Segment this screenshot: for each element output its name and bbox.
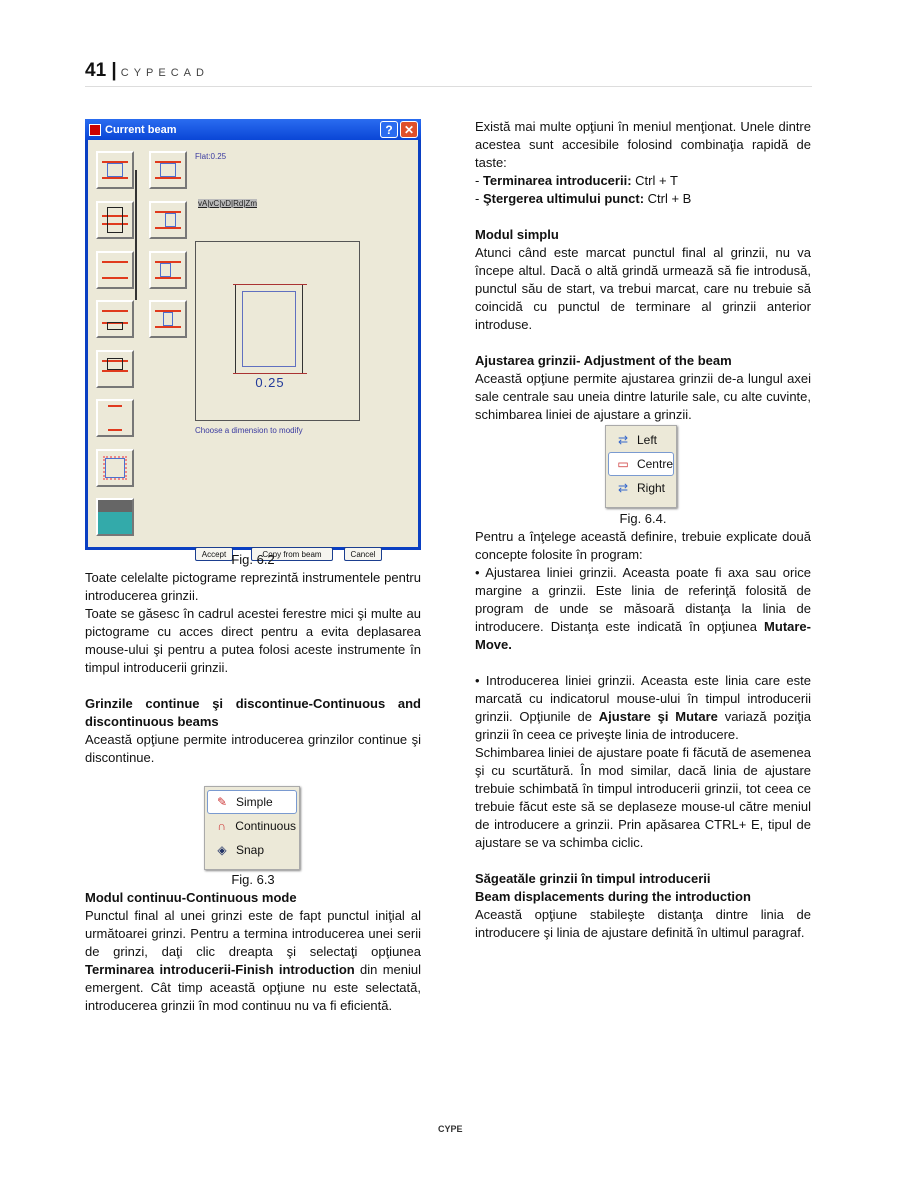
figure-caption: Fig. 6.3: [231, 872, 275, 887]
section-heading: Modul continuu-Continuous mode: [85, 890, 297, 905]
menu-item-snap[interactable]: [207, 838, 297, 862]
beam-type-steel-button[interactable]: [96, 498, 134, 536]
menu-label: Continuous: [235, 819, 296, 833]
beam-variant-4-button[interactable]: [149, 300, 187, 338]
paragraph: Această opţiune stabileşte distanţa dintre linia de introducere şi linia de ajustare definită în ultimul paragraf.: [475, 907, 811, 940]
shortcut-item: - Ştergerea ultimului punct: Ctrl + B: [475, 191, 692, 206]
right-column-lower: [475, 510, 811, 942]
dialog-titlebar: [85, 119, 421, 140]
menu-label: Left: [637, 433, 658, 447]
page-header: [85, 60, 209, 82]
figure-caption: Fig. 6.2: [231, 552, 275, 567]
section-heading: Grinzile continue şi discontinue-Continuous and discontinuous beams: [85, 696, 421, 729]
beam-variant-3-button[interactable]: [149, 251, 187, 289]
paragraph: Această opţiune permite introducerea grinzilor continue şi discontinue.: [85, 732, 421, 765]
paragraph: • Introducerea liniei grinzii. Aceasta este linia care este marcată cu indicatorul mouse-ului în timpul introducerii grinzii. Opţiunile de Ajustare şi Mutare variază poziţia grinzii în ceea ce priveşte linia de introducere.: [475, 673, 812, 742]
adjust-menu-image: [605, 425, 677, 508]
beam-variant-2-button[interactable]: [149, 201, 187, 239]
beam-type-lattice-button[interactable]: [96, 251, 134, 289]
paragraph: Toate se găsesc în cadrul acestei ferestre mici şi multe au pictograme cu acces direct pentru a evita deplasarea mouse-ului şi pentru a putea folosi aceste instrumente în timpul introducerii grinzii.: [85, 606, 421, 675]
menu-item-simple[interactable]: [207, 790, 297, 814]
paragraph: Schimbarea liniei de ajustare poate fi făcută de asemenea şi cu scurtătură. În mod similar, dacă linia de ajustare trebuie schimbată în timpul introducerii grinzii, tot ceea ce trebuie făcut este să se deplaseze mouse-ul către meniul de introducere a grinzii. Prin apăsarea CTRL+ E, tipul de ajustare se va schimba ciclic.: [475, 745, 811, 850]
dialog-title: Current beam: [105, 123, 177, 136]
left-column-lower: [85, 871, 421, 1015]
shortcut-item: - Terminarea introducerii: Ctrl + T: [475, 173, 678, 188]
beam-type-hanging-button[interactable]: [96, 201, 134, 239]
view-tabs[interactable]: vA|vC|vD|Rd|Zm: [198, 199, 257, 208]
beam-type-flat-button[interactable]: [96, 151, 134, 189]
section-heading: Ajustarea grinzii- Adjustment of the beam: [475, 353, 732, 368]
paragraph: Punctul final al unei grinzi este de fapt punctul iniţial al următoarei grinzi. Pentru a termina introducerea unei serii de grinzi, daţi clic dreapta şi selectaţi opţiunea Terminarea introducerii-Finish introduction din meniul emergent. Cât timp această opţiune nu este selectată, introducerea grinzii în mod continuu nu va fi eficientă.: [85, 908, 421, 1013]
beam-type-tie-button[interactable]: [96, 399, 134, 437]
menu-label: Snap: [236, 843, 265, 857]
align-right-icon: ⇄: [617, 481, 629, 495]
accept-button[interactable]: Accept: [195, 547, 233, 561]
align-centre-icon: ▭: [617, 457, 629, 471]
dimension-value[interactable]: 0.25: [255, 375, 285, 390]
menu-label: Simple: [236, 795, 273, 809]
close-button[interactable]: ✕: [400, 121, 418, 138]
page-number: 41: [85, 60, 107, 81]
paragraph: Atunci când este marcat punctul final al grinzii, nu va începe altul. Dacă o altă grindă urmează să fie introdusă, punctul său de start, va trebui marcat, care nu trebuie să coincidă cu punctul de terminare al grinzii anterior introduse.: [475, 245, 811, 332]
flat-label: Flat:0.25: [195, 152, 227, 161]
paragraph: Pentru a înţelege această definire, trebuie explicate două concepte folosite în program:: [475, 529, 811, 562]
paragraph: Toate celelalte pictograme reprezintă instrumentele pentru introducerea grinzii.: [85, 570, 421, 603]
menu-item-right[interactable]: [608, 476, 674, 500]
continuous-icon: ∩: [217, 819, 226, 833]
menu-label: Right: [637, 481, 666, 495]
app-icon: [89, 124, 101, 136]
help-button[interactable]: ?: [380, 121, 398, 138]
header-brand: CYPECAD: [120, 67, 209, 79]
header-rule: [85, 86, 812, 87]
menu-label: Centre: [636, 457, 673, 471]
figure-caption: Fig. 6.4.: [619, 511, 667, 526]
current-beam-dialog: [85, 119, 421, 559]
mode-menu-image: [204, 786, 300, 870]
paragraph: Această opţiune permite ajustarea grinzii de-a lungul axei sale centrale sau uneia dintre laturile sale, cu alte cuvinte, schimbarea liniei de ajustare a grinzii.: [475, 371, 811, 422]
pencil-icon: ✎: [216, 795, 228, 809]
paragraph: Există mai multe opţiuni în meniul menţionat. Unele dintre acestea sunt accesibile folosind combinaţia rapidă de taste:: [475, 119, 811, 170]
beam-type-edge-button[interactable]: [96, 300, 134, 338]
beam-variant-1-button[interactable]: [149, 151, 187, 189]
copy-from-beam-button[interactable]: Copy from beam: [251, 547, 333, 561]
beam-section-view: [195, 241, 360, 421]
menu-item-centre[interactable]: [608, 452, 674, 476]
cancel-button[interactable]: Cancel: [344, 547, 382, 561]
beam-type-foundation-button[interactable]: [96, 449, 134, 487]
right-column: [475, 118, 811, 424]
menu-item-continuous[interactable]: [207, 814, 297, 838]
section-heading: Modul simplu: [475, 227, 559, 242]
left-column: [85, 551, 421, 767]
header-separator: |: [111, 60, 117, 81]
paragraph: • Ajustarea liniei grinzii. Aceasta poate fi axa sau orice margine a grinzii. Este linia de referinţă folosită de program de unde se măsoară distanţa la linia de introducere. Distanţa este indicată în opţiunea Mutare-Move.: [475, 565, 811, 652]
section-heading: Săgeatăle grinzii în timpul introducerii: [475, 871, 711, 886]
page-footer: CYPE: [438, 1124, 463, 1134]
menu-item-left[interactable]: [608, 428, 674, 452]
hint-text: Choose a dimension to modify: [195, 426, 303, 435]
beam-type-wall-button[interactable]: [96, 350, 134, 388]
section-heading: Beam displacements during the introduction: [475, 889, 751, 904]
group-bracket: [135, 170, 137, 300]
snap-icon: ◈: [217, 843, 227, 857]
align-left-icon: ⇄: [617, 433, 629, 447]
